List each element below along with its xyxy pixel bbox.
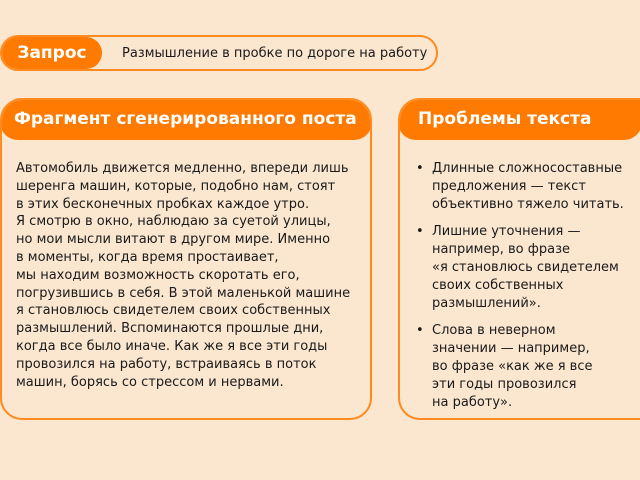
fragment-line: размышлений. Вспоминаются прошлые дни,	[16, 321, 324, 337]
query-bar	[0, 35, 438, 71]
fragment-line: но мои мысли витают в другом мире. Именно	[16, 232, 331, 248]
issue-line: предложения — текст	[432, 178, 586, 194]
bullet-icon: •	[416, 224, 424, 240]
bullet-icon: •	[416, 161, 424, 176]
issue-line: размышлений».	[432, 295, 541, 311]
fragment-line: я становлюсь свидетелем своих собственных	[16, 303, 331, 319]
issue-line: Лишние уточнения —	[432, 224, 581, 240]
query-label: Запрос	[2, 37, 102, 69]
fragment-line: мы находим возможность скоротать его,	[16, 267, 300, 283]
fragment-text	[16, 160, 358, 391]
issue-line: эти годы провозился	[432, 376, 577, 392]
problems-title: Проблемы текста	[398, 98, 640, 140]
list-item	[416, 160, 636, 213]
issue-line: значении — например,	[432, 341, 590, 357]
issue-line: объективно тяжело читать.	[432, 196, 624, 212]
fragment-line: провозился на работу, встраиваясь в поток	[16, 356, 317, 372]
fragment-line: машин, борясь со стрессом и нервами.	[16, 374, 284, 390]
issue-line: своих собственных	[432, 277, 564, 293]
fragment-line: в этих бесконечных пробках каждое утро.	[16, 196, 310, 212]
list-item	[416, 223, 636, 312]
problems-list	[416, 160, 636, 420]
fragment-line: Автомобиль движется медленно, впереди лишь	[16, 161, 349, 176]
issue-line: например, во фразе	[432, 242, 570, 258]
query-text: Размышление в пробке по дороге на работу	[122, 45, 428, 61]
fragment-line: в моменты, когда время простаивает,	[16, 249, 279, 265]
fragment-line: Я смотрю в окно, наблюдаю за суетой улицы,	[16, 214, 331, 230]
fragment-title: Фрагмент сгенерированного поста	[0, 98, 372, 140]
fragment-card	[0, 98, 372, 420]
problems-card	[398, 98, 640, 420]
issue-line: Слова в неверном	[432, 323, 556, 339]
fragment-line: погрузившись в себя. В этой маленькой машине	[16, 285, 351, 301]
issue-line: «я становлюсь свидетелем	[432, 259, 619, 275]
issue-line: Длинные сложносоставные	[432, 161, 623, 176]
issue-line: на работу».	[432, 394, 513, 410]
fragment-line: когда все было иначе. Как же я все эти годы	[16, 338, 328, 354]
bullet-icon: •	[416, 323, 424, 339]
fragment-line: шеренга машин, которые, подобно нам, стоят	[16, 178, 336, 194]
issue-line: во фразе «как же я все	[432, 358, 593, 374]
list-item	[416, 322, 636, 411]
